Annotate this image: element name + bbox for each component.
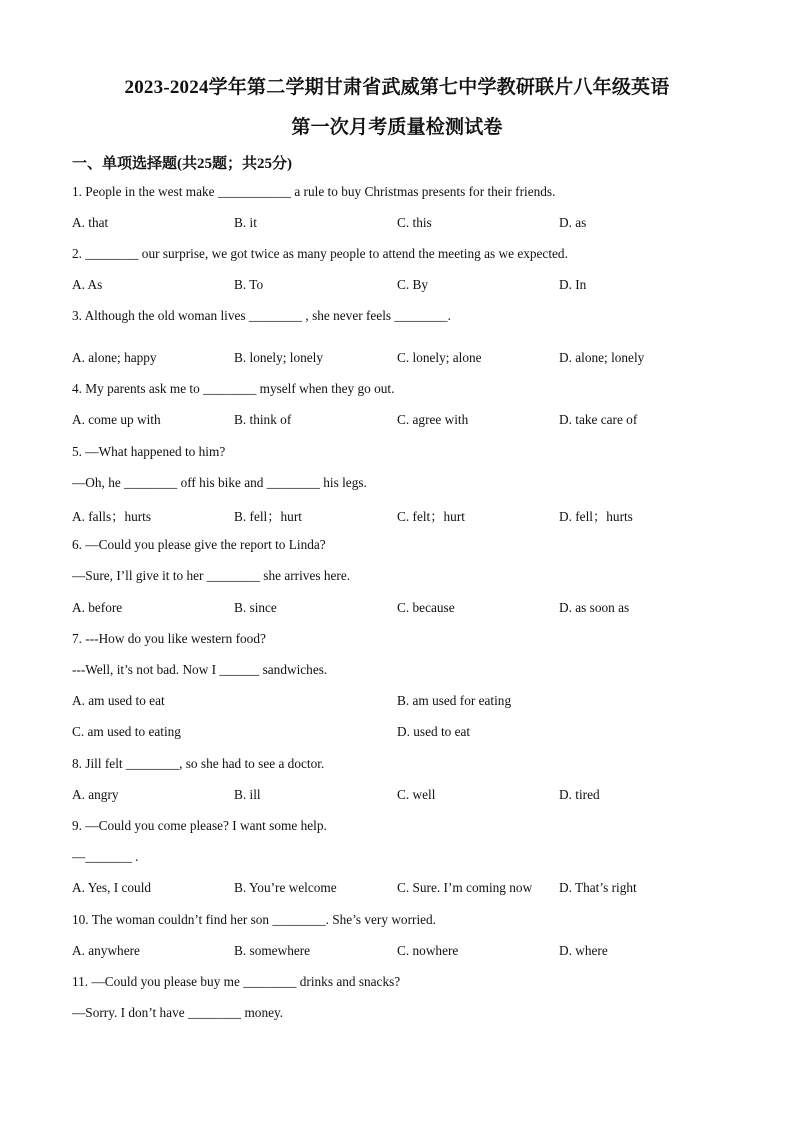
question-10-option-c: C. nowhere (397, 943, 459, 958)
question-8-option-a: A. angry (72, 787, 119, 802)
question-9-stem: 9. —Could you come please? I want some help. (72, 818, 327, 833)
question-6-option-c: C. because (397, 600, 455, 615)
question-2-option-c: C. By (397, 277, 429, 292)
question-4-stem: 4. My parents ask me to ________ myself when they go out. (72, 381, 395, 396)
question-4-option-b: B. think of (234, 412, 292, 427)
question-11-stem-line-2: —Sorry. I don’t have ________ money. (72, 1005, 284, 1020)
question-2-option-b: B. To (234, 277, 264, 292)
question-3-option-b: B. lonely; lonely (234, 350, 324, 365)
question-1-option-b: B. it (234, 215, 257, 230)
question-3-stem: 3. Although the old woman lives ________ , she never feels ________. (72, 308, 451, 323)
question-10-option-b: B. somewhere (234, 943, 311, 958)
question-2-option-d: D. In (559, 277, 587, 292)
question-3-option-c: C. lonely; alone (397, 350, 482, 365)
question-6-stem: 6. —Could you please give the report to Linda? (72, 537, 326, 552)
question-5-option-a: A. falls；hurts (72, 509, 152, 524)
question-9-option-d: D. That’s right (559, 880, 637, 895)
question-10-option-d: D. where (559, 943, 608, 958)
question-4-option-a: A. come up with (72, 412, 161, 427)
question-5-option-d: D. fell；hurts (559, 509, 633, 524)
question-7-option-c: C. am used to eating (72, 724, 181, 739)
question-5-option-b: B. fell；hurt (234, 509, 302, 524)
question-1-stem: 1. People in the west make ___________ a rule to buy Christmas presents for their friends. (72, 184, 556, 199)
question-1-option-d: D. as (559, 215, 587, 230)
question-3-option-d: D. alone; lonely (559, 350, 645, 365)
question-5-option-c: C. felt；hurt (397, 509, 465, 524)
document-title-line-2: 第一次月考质量检测试卷 (291, 117, 503, 138)
document-title-line-1: 2023-2024学年第二学期甘肃省武威第七中学教研联片八年级英语 (124, 77, 670, 98)
question-9-option-b: B. You’re welcome (234, 880, 337, 895)
question-1-option-c: C. this (397, 215, 432, 230)
question-7-option-a: A. am used to eat (72, 693, 165, 708)
question-1-option-a: A. that (72, 215, 109, 230)
question-7-stem-line-2: ---Well, it’s not bad. Now I ______ sandwiches. (72, 662, 328, 677)
question-5-stem-line-2: —Oh, he ________ off his bike and ________ his legs. (72, 475, 367, 490)
question-7-option-b: B. am used for eating (397, 693, 512, 708)
question-6-stem-line-2: —Sure, I’ll give it to her ________ she arrives here. (72, 568, 351, 583)
question-6-option-d: D. as soon as (559, 600, 630, 615)
question-2-stem: 2. ________ our surprise, we got twice as many people to attend the meeting as we expected. (72, 246, 568, 261)
question-4-option-c: C. agree with (397, 412, 469, 427)
question-8-option-b: B. ill (234, 787, 261, 802)
question-4-option-d: D. take care of (559, 412, 638, 427)
question-5-stem: 5. —What happened to him? (72, 444, 226, 459)
question-9-stem-line-2: —_______ . (72, 849, 139, 864)
question-8-option-d: D. tired (559, 787, 600, 802)
question-9-option-c: C. Sure. I’m coming now (397, 880, 533, 895)
question-10-stem: 10. The woman couldn’t find her son ________. She’s very worried. (72, 912, 437, 927)
question-2-option-a: A. As (72, 277, 103, 292)
question-9-option-a: A. Yes, I could (72, 880, 152, 895)
question-7-stem: 7. ---How do you like western food? (72, 631, 266, 646)
question-7-option-d: D. used to eat (397, 724, 471, 739)
question-8-option-c: C. well (397, 787, 436, 802)
section-heading: 一、单项选择题(共25题；共25分) (72, 156, 292, 172)
question-6-option-a: A. before (72, 600, 123, 615)
question-8-stem: 8. Jill felt ________, so she had to see a doctor. (72, 756, 325, 771)
question-3-option-a: A. alone; happy (72, 350, 157, 365)
question-6-option-b: B. since (234, 600, 277, 615)
question-10-option-a: A. anywhere (72, 943, 140, 958)
question-11-stem: 11. —Could you please buy me ________ drinks and snacks? (72, 974, 401, 989)
